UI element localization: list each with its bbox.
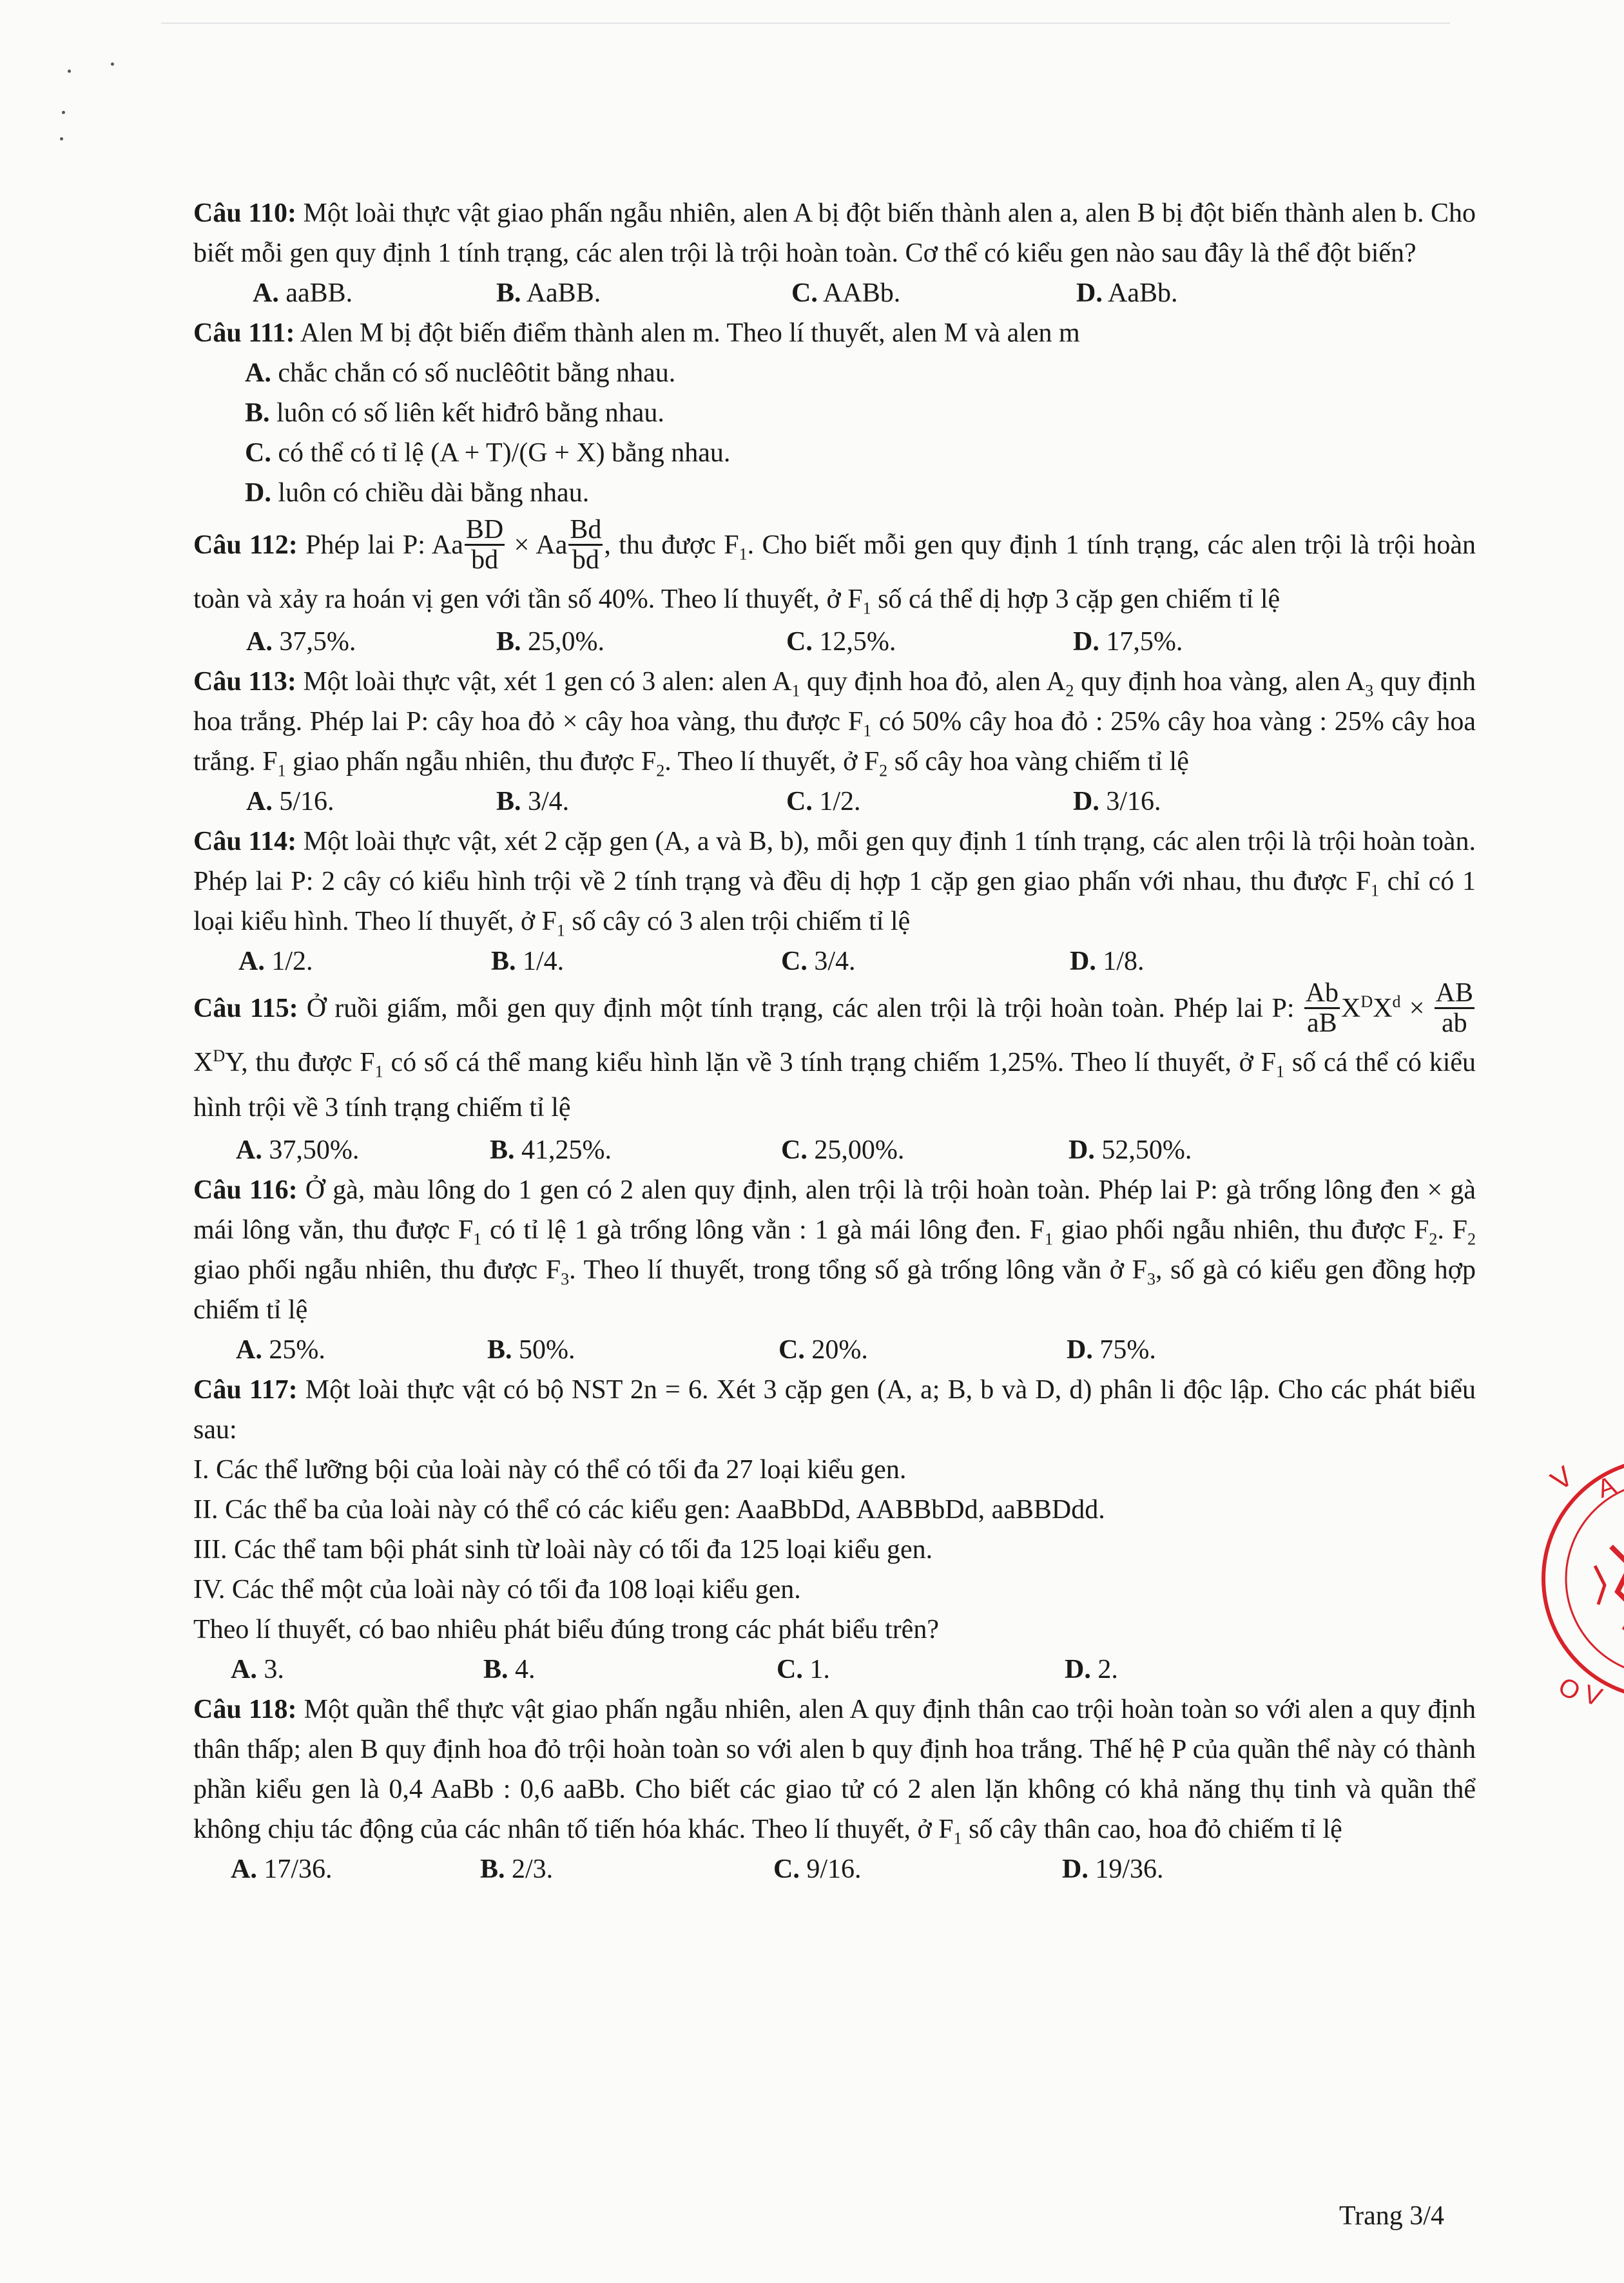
option-d: D. 2.	[1065, 1655, 1118, 1685]
question-113: Câu 113: Một loài thực vật, xét 1 gen có 3 alen: alen $A_1$ quy định hoa đỏ, alen $A_2$ quy định hoa vàng, alen $A_3$ quy định hoa trắng. Phép lai P: cây hoa đỏ × cây hoa vàng, thu được $F_1$ có 50% cây hoa đỏ : 25% cây hoa vàng : 25% cây hoa trắng. $F_1$ giao phấn ngẫu nhiên, thu được $F_2$. Theo lí thuyết, ở $F_2$ số cây hoa vàng chiếm tỉ lệ A. 5/16. B. 3/4. C. 1/2. D. 3/16.	[193, 662, 1476, 822]
option-a: A. 37,50%.	[236, 1135, 360, 1166]
question-number: Câu 116:	[193, 1175, 298, 1206]
option-c: C. 25,00%.	[781, 1135, 905, 1166]
question-114: Câu 114: Một loài thực vật, xét 2 cặp gen (A, a và B, b), mỗi gen quy định 1 tính trạng, các alen trội là trội hoàn toàn. Phép lai P: 2 cây có kiểu hình trội về 2 tính trạng và đều dị hợp 1 cặp gen giao phấn với nhau, thu được $F_1$ chỉ có 1 loại kiểu hình. Theo lí thuyết, ở $F_1$ số cây có 3 alen trội chiếm tỉ lệ A. 1/2. B. 1/4. C. 3/4. D. 1/8.	[193, 822, 1476, 981]
option-a: A. 37,5%.	[246, 627, 356, 657]
question-number: Câu 112:	[193, 530, 298, 561]
question-111	[193, 313, 1476, 513]
genotype-fraction: $\frac{Bd}{bd}$	[570, 515, 602, 575]
question-number: Câu 113:	[193, 667, 296, 697]
option-c: C. có thể có tỉ lệ (A + T)/(G + X) bằng nhau.	[245, 438, 731, 468]
option-d: D. luôn có chiều dài bằng nhau.	[245, 478, 590, 508]
question-list	[193, 193, 1476, 1889]
options-row	[193, 622, 1476, 662]
svg-text:V: V	[1580, 1679, 1606, 1712]
question-number: Câu 115:	[193, 994, 298, 1024]
page-number: Trang 3/4	[1339, 2201, 1444, 2231]
options-row	[193, 1130, 1476, 1170]
option-c: C. 1/2.	[786, 787, 861, 817]
question-112: Câu 112: Phép lai P: Aa $\frac{BD}{bd}$ × Aa $\frac{Bd}{bd}$ , thu được $F_1$. Cho biết mỗi gen quy định 1 tính trạng, các alen trội là trội hoàn toàn và xảy ra hoán vị gen với tần số 40%. Theo lí thuyết, ở $F_1$ số cá thể dị hợp 3 cặp gen chiếm tỉ lệ A. 37,5%. B. 25,0%. C. 12,5%. D. 17,5%.	[193, 518, 1476, 662]
genotype-fraction: $\frac{Ab}{aB}$	[1305, 978, 1339, 1039]
option-a: A. 25%.	[236, 1335, 325, 1365]
question-number: Câu 110:	[193, 198, 296, 228]
question-stem: Alen M bị đột biến điểm thành alen m. Theo lí thuyết, alen M và alen m	[300, 318, 1080, 348]
question-stem: Một loài thực vật giao phấn ngẫu nhiên, alen A bị đột biến thành alen a, alen B bị đột biến thành alen b. Cho biết mỗi gen quy định 1 tính trạng, các alen trội là trội hoàn toàn. Cơ thể có kiểu gen nào sau đây là thể đột biến?	[193, 198, 1476, 268]
genotype-fraction: $\frac{BD}{bd}$	[465, 515, 504, 575]
question-number: Câu 118:	[193, 1695, 297, 1725]
scan-speck	[111, 63, 114, 66]
option-c: C. 1.	[777, 1655, 830, 1685]
options-row	[193, 1849, 1476, 1889]
statement-1: I. Các thể lưỡng bội của loài này có thể có tối đa 27 loại kiểu gen.	[193, 1455, 907, 1485]
question-number: Câu 114:	[193, 827, 297, 857]
option-c: C. 9/16.	[773, 1854, 862, 1885]
svg-text:O: O	[1553, 1671, 1585, 1707]
question-prompt: Theo lí thuyết, có bao nhiêu phát biểu đúng trong các phát biểu trên?	[193, 1615, 939, 1645]
option-b: B. AaBB.	[496, 278, 601, 308]
statement-3: III. Các thể tam bội phát sinh từ loài này có tối đa 125 loại kiểu gen.	[193, 1535, 933, 1565]
scan-speck	[68, 70, 71, 73]
options-row	[193, 782, 1476, 822]
question-stem: Một loài thực vật có bộ NST 2n = 6. Xét 3 cặp gen (A, a; B, b và D, d) phân li độc lập. Cho các phát biểu sau:	[193, 1375, 1476, 1445]
statement-2: II. Các thể ba của loài này có thể có các kiểu gen: AaaBbDd, AABBbDd, aaBBDdd.	[193, 1495, 1105, 1525]
option-c: C. 3/4.	[781, 947, 856, 977]
option-d: D. 3/16.	[1073, 787, 1161, 817]
option-a: A. 17/36.	[231, 1854, 333, 1885]
svg-text:V: V	[1545, 1460, 1579, 1498]
scan-top-edge	[161, 23, 1450, 24]
option-b: B. 4.	[483, 1655, 536, 1685]
options-row	[193, 1330, 1476, 1370]
option-a: A. chắc chắn có số nuclêôtit bằng nhau.	[245, 358, 676, 388]
option-a: A. 5/16.	[246, 787, 334, 817]
options-row	[193, 273, 1476, 313]
option-a: A. 3.	[231, 1655, 284, 1685]
question-number: Câu 117:	[193, 1375, 298, 1405]
option-c: C. 12,5%.	[786, 627, 896, 657]
question-115: Câu 115: Ở ruồi giấm, mỗi gen quy định một tính trạng, các alen trội là trội hoàn toàn. Phép lai P: $\frac{Ab}{aB}$ $X^DX^d$ × $\frac{AB}{ab}$ $X^DY$, thu được $F_1$ có số cá thể mang kiểu hình lặn về 3 tính trạng chiếm 1,25%. Theo lí thuyết, ở $F_1$ số cá thể có kiểu hình trội về 3 tính trạng chiếm tỉ lệ A. 37,50%. B. 41,25%. C. 25,00%. D. 52,50%.	[193, 981, 1476, 1170]
question-117	[193, 1370, 1476, 1690]
question-116: Câu 116: Ở gà, màu lông do 1 gen có 2 alen quy định, alen trội là trội hoàn toàn. Phép lai P: gà trống lông đen × gà mái lông vằn, thu được $F_1$ có tỉ lệ 1 gà trống lông vằn : 1 gà mái lông đen. $F_1$ giao phối ngẫu nhiên, thu được $F_2$. $F_2$ giao phối ngẫu nhiên, thu được $F_3$. Theo lí thuyết, trong tổng số gà trống lông vằn ở $F_3$, số gà có kiểu gen đồng hợp chiếm tỉ lệ A. 25%. B. 50%. C. 20%. D. 75%.	[193, 1170, 1476, 1370]
option-d: D. 19/36.	[1062, 1854, 1164, 1885]
option-d: D. 1/8.	[1070, 947, 1145, 977]
genotype-fraction: $\frac{AB}{ab}$	[1435, 978, 1473, 1039]
question-118: Câu 118: Một quần thể thực vật giao phấn ngẫu nhiên, alen A quy định thân cao trội hoàn toàn so với alen a quy định thân thấp; alen B quy định hoa đỏ trội hoàn toàn so với alen b quy định hoa trắng. Thế hệ P của quần thể này có thành phần kiểu gen là 0,4 AaBb : 0,6 aaBb. Cho biết các giao tử có 2 alen lặn không có khả năng thụ tinh và quần thể không chịu tác động của các nhân tố tiến hóa khác. Theo lí thuyết, ở $F_1$ số cây thân cao, hoa đỏ chiếm tỉ lệ A. 17/36. B. 2/3. C. 9/16. D. 19/36.	[193, 1690, 1476, 1889]
option-d: D. 17,5%.	[1073, 627, 1183, 657]
option-b: B. 3/4.	[496, 787, 570, 817]
svg-text:A: A	[1594, 1470, 1620, 1504]
option-c: C. 20%.	[778, 1335, 868, 1365]
option-b: B. luôn có số liên kết hiđrô bằng nhau.	[245, 398, 664, 428]
option-b: B. 50%.	[487, 1335, 575, 1365]
scan-speck	[60, 137, 63, 140]
option-a: A. 1/2.	[238, 947, 313, 977]
scan-speck	[62, 111, 65, 114]
option-b: B. 1/4.	[491, 947, 565, 977]
options-row	[193, 941, 1476, 981]
official-seal-stamp	[1534, 1437, 1624, 1720]
option-d: D. 75%.	[1067, 1335, 1156, 1365]
question-number: Câu 111:	[193, 318, 295, 348]
options-row	[193, 1650, 1476, 1690]
option-c: C. AABb.	[791, 278, 901, 308]
option-b: B. 25,0%.	[496, 627, 605, 657]
option-b: B. 41,25%.	[490, 1135, 612, 1166]
option-d: D. 52,50%.	[1068, 1135, 1192, 1166]
option-d: D. AaBb.	[1076, 278, 1178, 308]
statement-4: IV. Các thể một của loài này có tối đa 108 loại kiểu gen.	[193, 1575, 801, 1605]
option-a: A. aaBB.	[253, 278, 353, 308]
question-110	[193, 193, 1476, 313]
option-b: B. 2/3.	[480, 1854, 554, 1885]
